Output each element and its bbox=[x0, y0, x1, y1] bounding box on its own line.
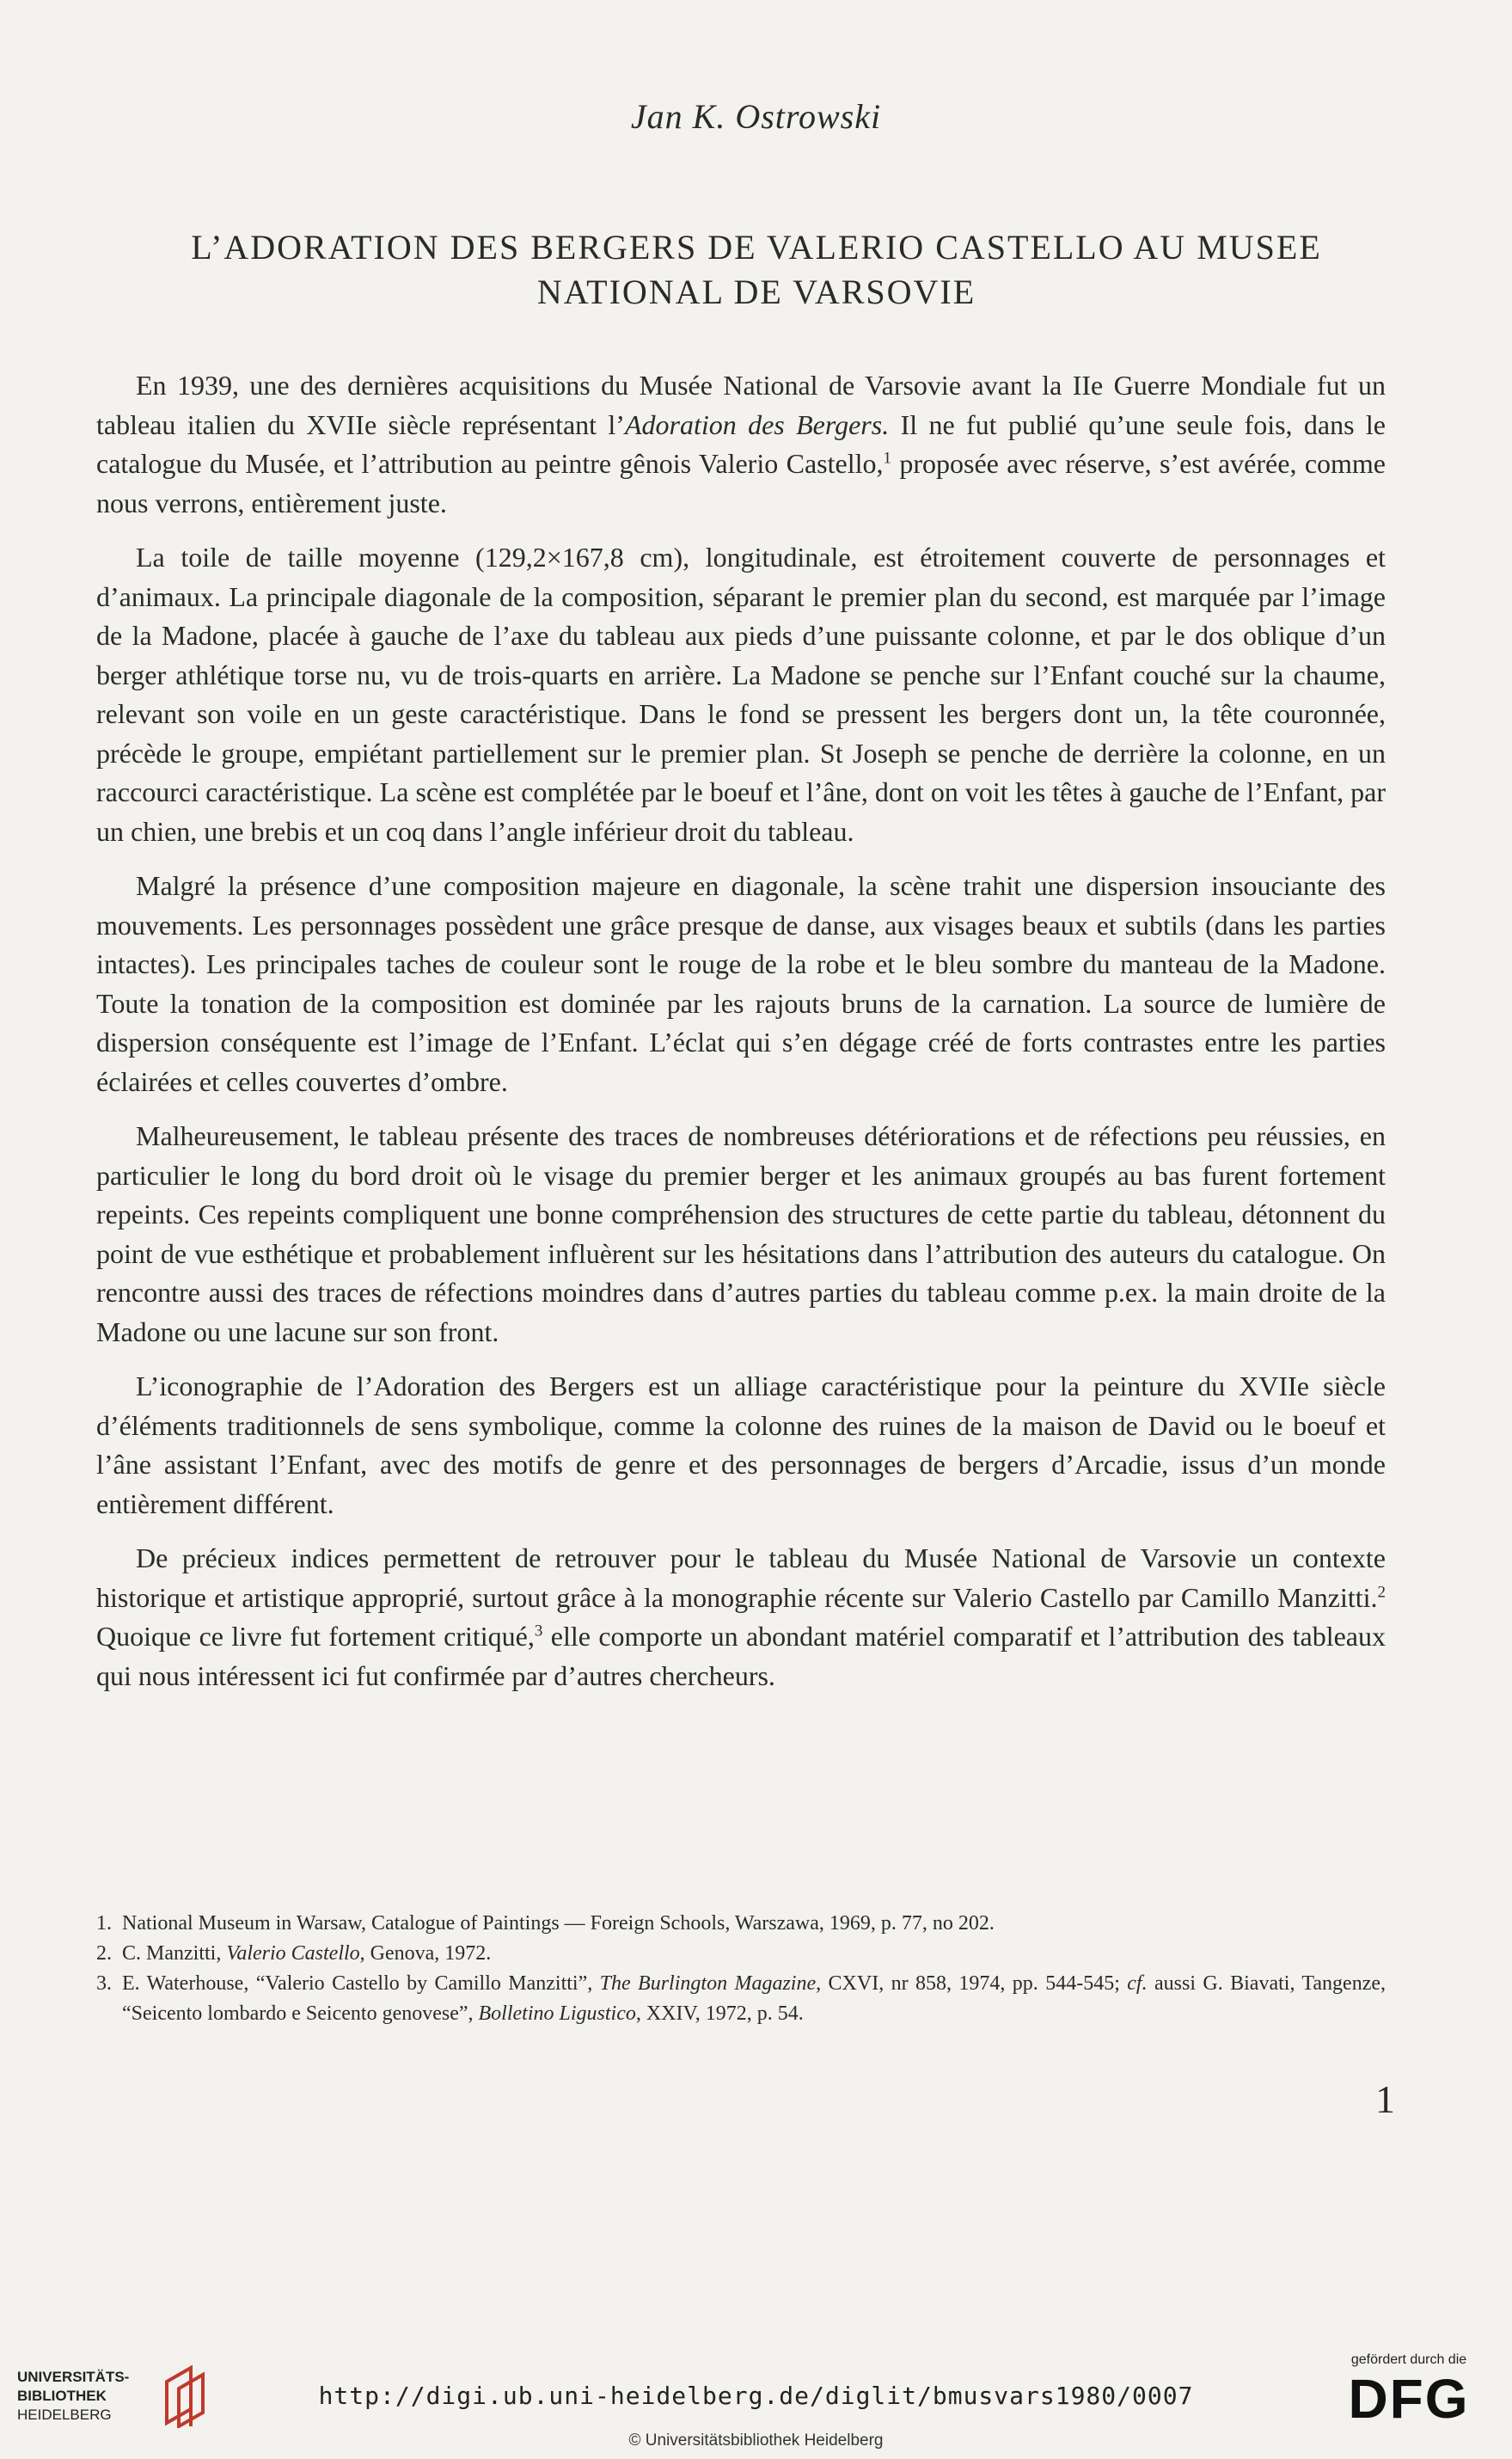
article-title bbox=[86, 225, 1427, 315]
footnote-3-italic-2: cf. bbox=[1127, 1972, 1148, 1995]
footnote-2-text bbox=[122, 1939, 1386, 1969]
paragraph-2: La toile de taille moyenne (129,2×167,8 cm), longitudinale, est étroitement couverte de personnages et d’animaux. La principale diagonale de la composition, séparant le premier plan du second, est marquée par l’image de la Madone, placée à gauche de l’axe du tableau aux pieds d’une puissante colonne, et par le dos oblique d’un berger athlétique torse nu, vu de trois-quarts en arrière. La Madone se penche sur l’Enfant couché sur la chaume, relevant son voile en un geste caractéristique. Dans le fond se pressent les bergers dont un, la tête couronnée, précède le groupe, empiétant partiellement sur le premier plan. St Joseph se penche de derrière la colonne, en un raccourci caractéristique. La scène est complétée par le boeuf et l’âne, dont on voit les têtes à gauche de l’Enfant, par un chien, une brebis et un coq dans l’angle inférieur droit du tableau. bbox=[96, 542, 1386, 847]
paragraph-1-text-b: Il ne fut publié qu’une seule fois, dans le catalogue du Musée, et l’attribution au peintre gênois Valerio Castello, bbox=[96, 408, 1387, 479]
library-line-1: UNIVERSITÄTS- bbox=[17, 2369, 130, 2385]
library-line-3: HEIDELBERG bbox=[17, 2407, 112, 2423]
copyright-notice: © Universitätsbibliothek Heidelberg bbox=[628, 2431, 884, 2450]
footnote-3-text-a: E. Waterhouse, “Valerio Castello by Camillo Manzitti”, bbox=[122, 1972, 600, 1995]
dfg-logo-block[interactable] bbox=[1331, 2352, 1486, 2430]
paragraph-3: Malgré la présence d’une composition majeure en diagonale, la scène trahit une dispersion insouciante des mouvements. Les personnages possèdent une grâce presque de danse, aux visages beaux et subtils (dans les parties intactes). Les principales taches de couleur sont le rouge de la robe et le bleu sombre du manteau de la Madone. Toute la tonation de la composition est dominée par les rajouts bruns de la carnation. La source de lumière de dispersion conséquente est l’image de l’Enfant. L’éclat qui s’en dégage créé de forts contrastes entre les parties éclairées et celles couvertes d’ombre. bbox=[96, 870, 1386, 1097]
title-line-1: L’ADORATION DES BERGERS DE VALERIO CASTELLO AU MUSEE bbox=[191, 228, 1322, 267]
footnote-3-italic-1: The Burlington Magazine bbox=[599, 1972, 817, 1995]
dfg-logo: DFG bbox=[1348, 2368, 1470, 2430]
footnote-3 bbox=[96, 1969, 1386, 2029]
footnotes bbox=[96, 1909, 1386, 2029]
paragraph-4: Malheureusement, le tableau présente des traces de nombreuses détériorations et de réfections peu réussies, en particulier le long du bord droit où le visage du premier berger et les animaux groupés au bas furent fortement repeints. Ces repeints compliquent une bonne compréhension des structures de cette partie du tableau, détonnent du point de vue esthétique et probablement influèrent sur les hésitations dans l’attribution des auteurs du catalogue. On rencontre aussi des traces de réfections moindres dans d’autres parties du tableau comme p.ex. la main droite de la Madone ou une lacune sur son front. bbox=[96, 1120, 1386, 1347]
footer-bar bbox=[0, 2337, 1512, 2459]
paragraph-1-italic: Adoration des Bergers. bbox=[624, 408, 890, 440]
permalink-url[interactable]: http://digi.ub.uni-heidelberg.de/diglit/bmusvars1980/0007 bbox=[318, 2382, 1194, 2410]
footnote-2-italic: Valerio Castello bbox=[226, 1942, 360, 1965]
dfg-caption: gefördert durch die bbox=[1350, 2352, 1467, 2367]
paragraph-6 bbox=[96, 1539, 1386, 1696]
footnote-1-text: National Museum in Warsaw, Catalogue of Paintings — Foreign Schools, Warszawa, 1969, p. 77, no 202. bbox=[122, 1912, 995, 1935]
footnote-ref-1: 1 bbox=[883, 449, 891, 468]
footnote-1 bbox=[96, 1909, 1386, 1939]
footnote-2-text-a: C. Manzitti, bbox=[122, 1942, 227, 1965]
paragraph-6-text-b: Quoique ce livre fut fortement critiqué, bbox=[96, 1621, 535, 1652]
footnote-3-italic-3: Bolletino Ligustico bbox=[478, 2002, 636, 2025]
footnote-ref-3: 3 bbox=[534, 1622, 543, 1640]
paragraph-6-text-a: De précieux indices permettent de retrouver pour le tableau du Musée National de Varsovie un contexte historique et artistique approprié, surtout grâce à la monographie récente sur Valerio Castello par Camillo Manzitti. bbox=[96, 1542, 1386, 1613]
footnote-3-text bbox=[122, 1969, 1386, 2029]
footnote-2-number: 2. bbox=[96, 1942, 112, 1965]
author-name: Jan K. Ostrowski bbox=[630, 97, 882, 136]
footnote-ref-2: 2 bbox=[1377, 1582, 1386, 1601]
footnote-1-number: 1. bbox=[96, 1912, 112, 1935]
paragraph-1 bbox=[96, 366, 1386, 523]
footnote-2 bbox=[96, 1939, 1386, 1969]
page-number: 1 bbox=[1375, 2077, 1395, 2121]
paragraph-6-text-c: elle comporte un abondant matériel comparatif et l’attribution des tableaux qui nous intéressent ici fut confirmée par d’autres chercheurs. bbox=[96, 1621, 1387, 1691]
footnote-3-number: 3. bbox=[96, 1972, 112, 1995]
paragraph-1-text-a: En 1939, une des dernières acquisitions du Musée National de Varsovie avant la IIe Guerre Mondiale fut un tableau italien du XVIIe siècle représentant l’ bbox=[96, 370, 1386, 440]
footnote-2-text-b: , Genova, 1972. bbox=[359, 1942, 492, 1965]
library-line-2: BIBLIOTHEK bbox=[17, 2388, 107, 2404]
title-line-2: NATIONAL DE VARSOVIE bbox=[536, 273, 976, 311]
footnote-3-text-b: , CXVI, nr 858, 1974, pp. 544-545; bbox=[816, 1972, 1128, 1995]
footnote-3-text-d: , XXIV, 1972, p. 54. bbox=[635, 2002, 804, 2025]
paragraph-5: L’iconographie de l’Adoration des Bergers est un alliage caractéristique pour la peinture du XVIIe siècle d’éléments traditionnels de sens symbolique, comme la colonne des ruines de la maison de David ou le boeuf et l’âne assistant l’Enfant, avec des motifs de genre et des personnages de bergers d’Arcadie, issus d’un monde entièrement différent. bbox=[96, 1371, 1386, 1519]
footnote-3-text-c: aussi G. Biavati, Tangenze, “Seicento lombardo e Seicento genovese”, bbox=[122, 1972, 1387, 2025]
article-body bbox=[96, 366, 1386, 1711]
paragraph-1-text-c: proposée avec réserve, s’est avérée, comme nous verrons, entièrement juste. bbox=[96, 448, 1387, 518]
